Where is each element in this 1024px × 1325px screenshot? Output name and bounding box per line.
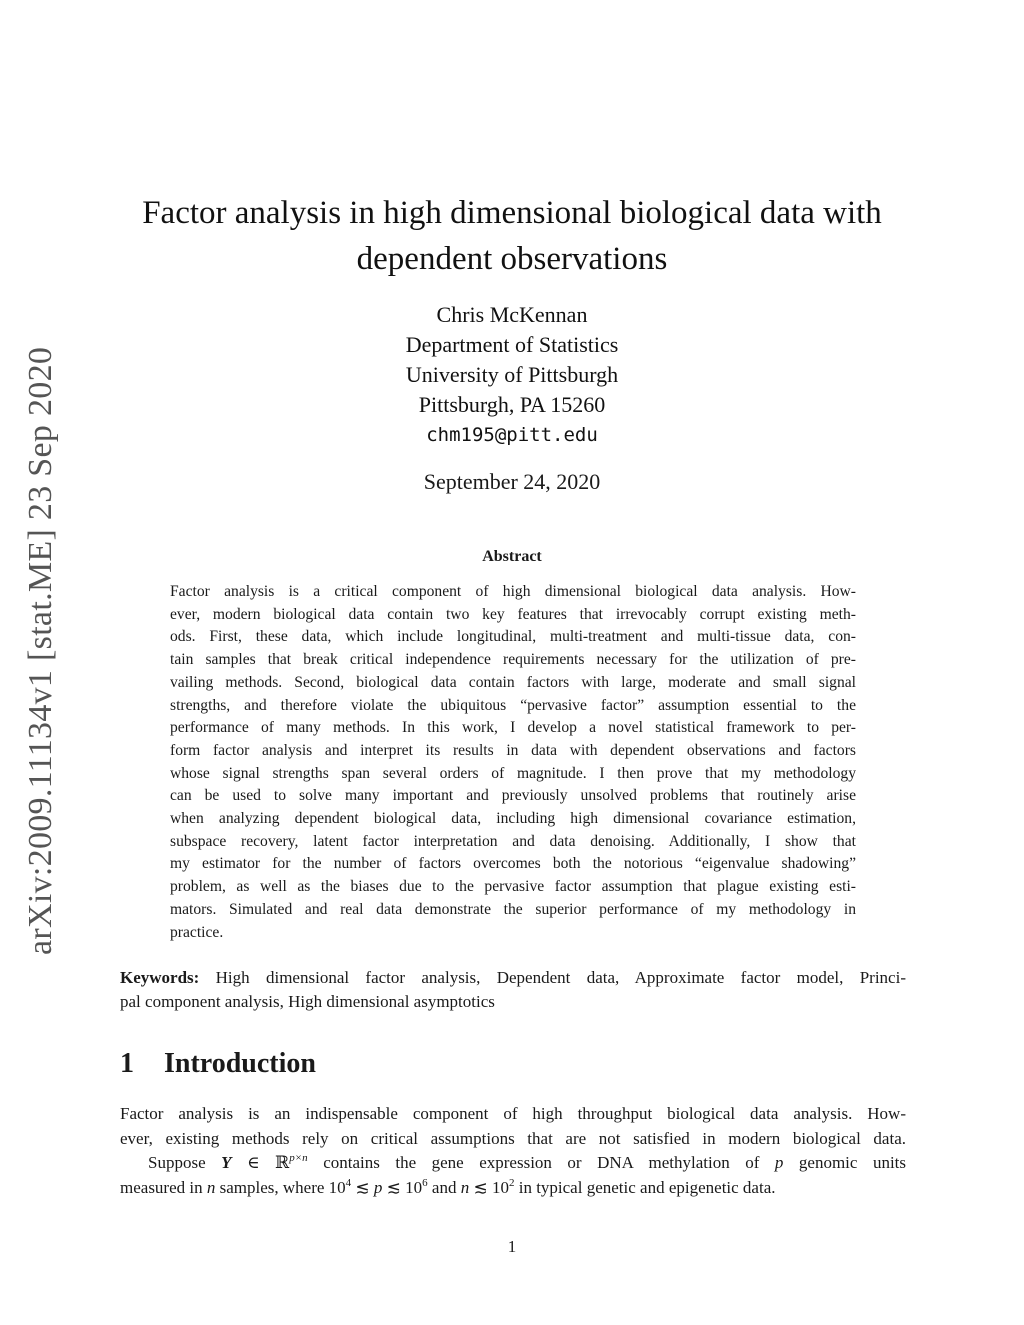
- math-n: n: [206, 1177, 216, 1197]
- text-run: measured in: [120, 1177, 207, 1197]
- author-university: University of Pittsburgh: [405, 362, 619, 387]
- math-p: p: [373, 1177, 383, 1197]
- abstract-line: strengths, and therefore violate the ubiquitous “pervasive factor” assumption essential to the: [170, 696, 856, 714]
- abstract-line: mators. Simulated and real data demonstrate the superior performance of my methodology in: [170, 900, 856, 918]
- keywords-block: [120, 966, 906, 1014]
- keywords-line-1: [120, 966, 906, 990]
- abstract-line: tain samples that break critical independence requirements necessary for the utilization of pre-: [170, 651, 856, 669]
- math-operator: ≲: [351, 1177, 374, 1197]
- intro-line-3: [120, 1151, 906, 1176]
- intro-line-2: ever, existing methods rely on critical assumptions that are not satisfied in modern biological data.: [120, 1128, 906, 1148]
- text-run: contains the gene expression or DNA methylation of: [307, 1153, 775, 1172]
- author-address: Pittsburgh, PA 15260: [418, 392, 606, 417]
- abstract-line: whose signal strengths span several orders of magnitude. I then prove that my methodology: [170, 764, 856, 782]
- abstract-line: form factor analysis and interpret its results in data with dependent observations and factors: [170, 741, 856, 759]
- keywords-line-2: pal component analysis, High dimensional asymptotics: [120, 992, 495, 1011]
- page-number: 1: [507, 1237, 517, 1256]
- title-line-2: dependent observations: [356, 241, 668, 277]
- text-run: in typical genetic and epigenetic data.: [514, 1177, 776, 1197]
- math-exponent: 6: [422, 1176, 428, 1189]
- abstract-line: when analyzing dependent biological data, including high dimensional covariance estimation,: [170, 810, 856, 828]
- abstract-line: vailing methods. Second, biological data contain factors with large, moderate and small signal: [170, 673, 856, 691]
- math-exponent: 4: [345, 1176, 352, 1189]
- title-line-1: Factor analysis in high dimensional biological data with: [142, 195, 882, 231]
- abstract-line: ever, modern biological data contain two key features that irrevocably corrupt existing meth-: [170, 605, 856, 623]
- text-run: and: [427, 1177, 461, 1197]
- abstract-heading: Abstract: [482, 548, 542, 565]
- paper-title: [100, 190, 924, 282]
- math-operator: ≲ 10: [382, 1177, 423, 1197]
- abstract-line: my estimator for the number of factors overcomes both the notorious “eigenvalue shadowing”: [170, 855, 856, 873]
- intro-line-4: [120, 1176, 906, 1201]
- math-operator: ≲ 10: [469, 1177, 509, 1197]
- math-matrix-Y: Y: [221, 1153, 232, 1172]
- keywords-text-1: High dimensional factor analysis, Dependent data, Approximate factor model, Princi-: [199, 968, 906, 987]
- abstract-line: can be used to solve many important and previously unsolved problems that routinely arise: [170, 787, 856, 805]
- intro-line-1: Factor analysis is an indispensable component of high throughput biological data analysis. How-: [120, 1104, 906, 1123]
- text-run: genomic units: [783, 1153, 907, 1172]
- paper-date: September 24, 2020: [423, 469, 601, 494]
- abstract-line: practice.: [170, 923, 224, 941]
- text-run: Suppose: [148, 1153, 222, 1172]
- abstract-line: Factor analysis is a critical component of high dimensional biological data analysis. How-: [170, 583, 856, 600]
- section-heading: [120, 1048, 316, 1080]
- keywords-label: Keywords:: [120, 968, 200, 987]
- author-name: Chris McKennan: [436, 302, 588, 327]
- abstract-line: subspace recovery, latent factor interpretation and data denoising. Additionally, I show that: [170, 832, 856, 850]
- abstract-line: problem, as well as the biases due to the pervasive factor assumption that plague existing esti-: [170, 878, 856, 896]
- math-exponent: 2: [508, 1176, 515, 1189]
- abstract-body: [170, 581, 856, 944]
- author-email: chm195@pitt.edu: [426, 424, 598, 446]
- author-block: [200, 300, 824, 450]
- text-run: samples, where 10: [215, 1177, 346, 1197]
- section-number: 1: [120, 1048, 134, 1079]
- math-set: ∈ ℝ: [231, 1153, 290, 1172]
- math-p: p: [774, 1153, 784, 1172]
- abstract-line: ods. First, these data, which include longitudinal, multi-treatment and multi-tissue data, con-: [170, 628, 856, 646]
- section-title: Introduction: [164, 1048, 316, 1079]
- abstract-line: performance of many methods. In this work, I develop a novel statistical framework to per-: [170, 719, 856, 737]
- introduction-body: [120, 1102, 906, 1200]
- math-dimension: p×n: [289, 1152, 308, 1164]
- math-n: n: [460, 1177, 470, 1197]
- arxiv-identifier-stamp: arXiv:2009.11134v1 [stat.ME] 23 Sep 2020: [22, 346, 59, 955]
- author-department: Department of Statistics: [405, 332, 619, 357]
